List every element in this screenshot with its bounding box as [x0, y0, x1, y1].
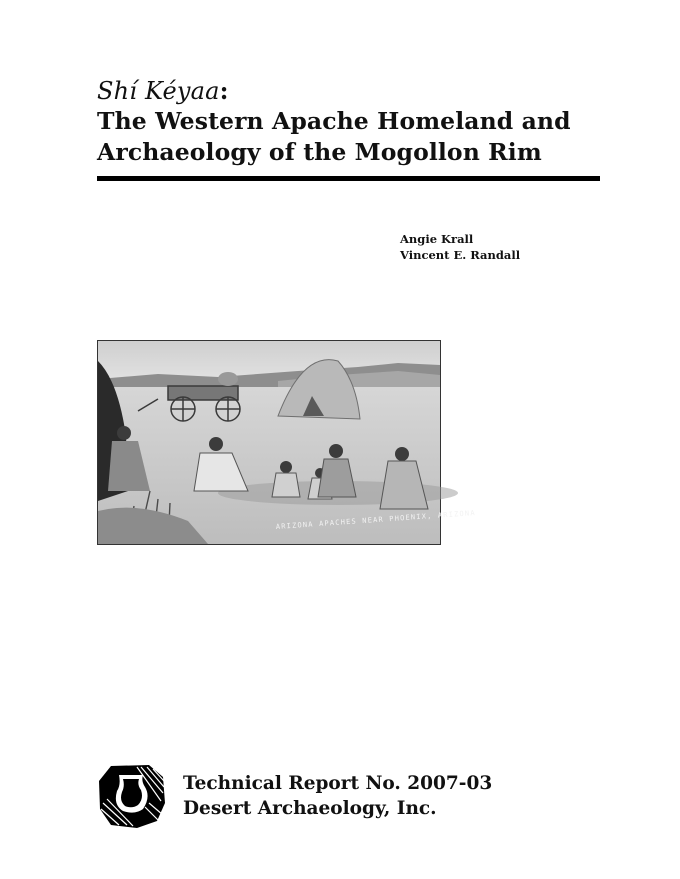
- title-colon: :: [219, 76, 229, 105]
- title-rule: [97, 176, 600, 181]
- historic-photo-icon: [98, 341, 476, 544]
- title-line-2: Archaeology of the Mogollon Rim: [97, 138, 542, 166]
- title-line-1: The Western Apache Homeland and: [97, 107, 571, 135]
- author-name: Angie Krall: [400, 232, 474, 246]
- desert-archaeology-pot-logo-icon: [97, 763, 167, 829]
- cover-photo: [97, 340, 476, 545]
- title-italic-text: Shí Kéyaa: [97, 77, 220, 105]
- author-list: [400, 231, 520, 263]
- publisher-name: Desert Archaeology, Inc.: [183, 798, 437, 819]
- photo-caption: ARIZONA APACHES NEAR PHOENIX, ARIZONA: [275, 509, 476, 531]
- title-italic-line: [97, 76, 602, 106]
- report-title: [97, 76, 602, 168]
- report-number: Technical Report No. 2007-03: [183, 773, 493, 794]
- author-name: Vincent E. Randall: [400, 248, 521, 262]
- report-footer: [183, 771, 492, 821]
